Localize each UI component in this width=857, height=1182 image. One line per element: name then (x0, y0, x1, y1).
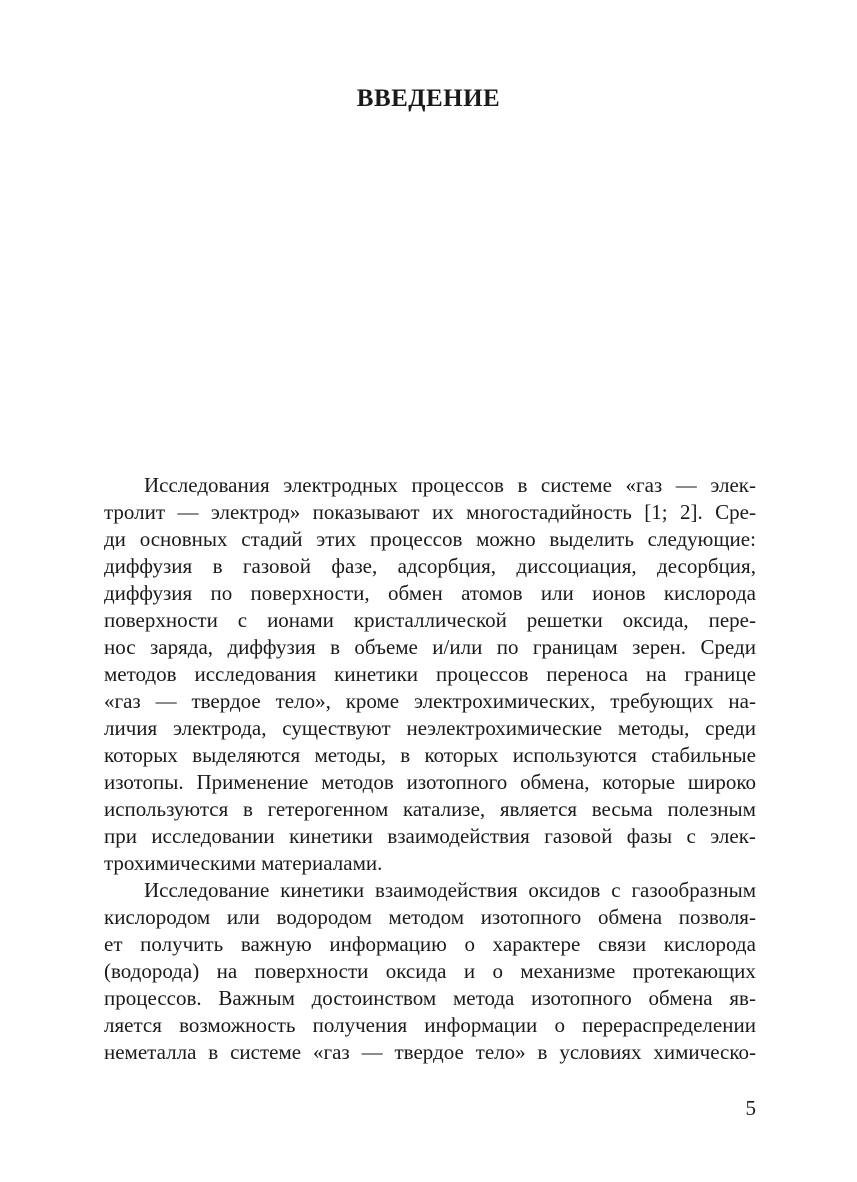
text-line: Исследование кинетики взаимодействия оксидов с газообразным (144, 878, 756, 902)
text-line: Исследования электродных процессов в системе «газ — элек- (144, 473, 756, 497)
text-line: ди основных стадий этих процессов можно выделить следующие: (104, 527, 756, 551)
text-line: трохимическими материалами. (104, 851, 383, 875)
chapter-title: ВВЕДЕНИЕ (356, 85, 501, 112)
text-line: тролит — электрод» показывают их многостадийность [1; 2]. Сре- (104, 500, 756, 524)
text-line: личия электрода, существуют неэлектрохимические методы, среди (104, 716, 756, 740)
text-line: ляется возможность получения информации о перераспределении (104, 1013, 756, 1037)
page-number: 5 (745, 1096, 756, 1120)
text-line: кислородом или водородом методом изотопного обмена позволя- (104, 905, 756, 929)
text-line: при исследовании кинетики взаимодействия газовой фазы с элек- (104, 824, 756, 848)
text-line: методов исследования кинетики процессов переноса на границе (104, 662, 756, 686)
text-line: диффузия в газовой фазе, адсорбция, диссоциация, десорбция, (104, 554, 756, 578)
text-line: которых выделяются методы, в которых используются стабильные (104, 743, 756, 767)
text-line: нос заряда, диффузия в объеме и/или по границам зерен. Среди (104, 635, 756, 659)
body-text (104, 472, 756, 1066)
text-line: диффузия по поверхности, обмен атомов или ионов кислорода (104, 581, 756, 605)
text-line: поверхности с ионами кристаллической решетки оксида, пере- (104, 608, 756, 632)
text-line: неметалла в системе «газ — твердое тело» в условиях химическо- (104, 1040, 756, 1064)
text-line: используются в гетерогенном катализе, является весьма полезным (104, 797, 756, 821)
text-line: изотопы. Применение методов изотопного обмена, которые широко (104, 770, 756, 794)
text-line: процессов. Важным достоинством метода изотопного обмена яв- (104, 986, 756, 1010)
text-line: ет получить важную информацию о характере связи кислорода (104, 932, 756, 956)
text-line: «газ — твердое тело», кроме электрохимических, требующих на- (104, 689, 756, 713)
text-line: (водорода) на поверхности оксида и о механизме протекающих (104, 959, 756, 983)
